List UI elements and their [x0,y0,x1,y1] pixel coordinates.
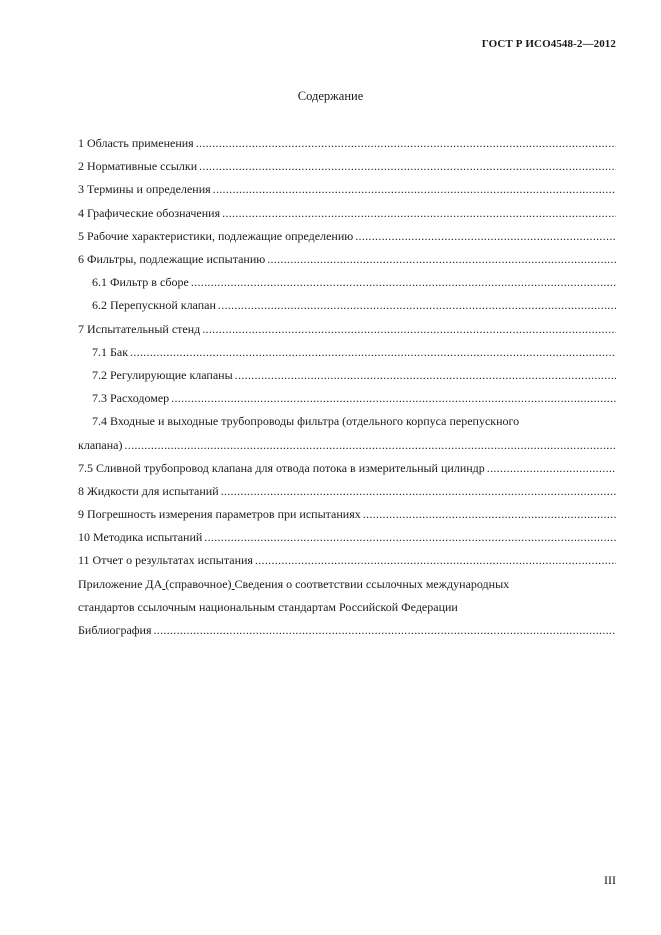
appendix-prefix: Приложение ДА [78,576,163,591]
toc-entry-label: 7 Испытательный стенд [78,321,201,336]
toc-entry-label: 11 Отчет о результатах испытания [78,553,253,568]
toc-entry[interactable] [78,480,616,503]
toc-entry[interactable] [78,503,616,526]
toc-entry-label: 3 Термины и определения [78,182,211,197]
toc-entry[interactable] [78,387,616,410]
dot-leader [171,391,616,406]
dot-leader [363,507,616,522]
table-of-contents [78,132,616,642]
toc-entry-label: 8 Жидкости для испытаний [78,483,219,498]
dot-leader [487,461,616,476]
appendix-note: (справочное) [165,576,232,591]
toc-entry-label: 7.4 Входные и выходные трубопроводы фильтра (отдельного корпуса перепускного [92,414,520,429]
dot-leader [221,484,616,499]
toc-entry-appendix[interactable] [78,573,616,596]
dot-leader [213,182,616,197]
dot-leader [130,345,616,360]
dot-leader [204,530,616,545]
toc-entry-label: 7.2 Регулирующие клапаны [92,367,233,382]
page-number: III [604,873,616,887]
page-title: Содержание [297,89,364,103]
dot-leader [196,136,616,151]
toc-entry-label: 6.2 Перепускной клапан [92,298,216,313]
toc-entry-label: 9 Погрешность измерения параметров при испытаниях [78,507,361,522]
dot-leader [222,206,616,221]
appendix-title-line2: стандартов ссылочным национальным стандартам Российской Федерации [78,599,458,614]
toc-entry-label: 6 Фильтры, подлежащие испытанию [78,252,266,267]
toc-entry[interactable] [78,155,616,178]
dot-leader [218,298,616,313]
toc-entry[interactable] [78,364,616,387]
toc-entry-label: 7.3 Расходомер [92,391,170,406]
toc-entry-label: 6.1 Фильтр в сборе [92,275,189,290]
toc-entry[interactable] [78,341,616,364]
toc-entry-label: 7.5 Сливной трубопровод клапана для отвода потока в измерительный цилиндр [78,460,485,475]
toc-entry[interactable] [78,433,616,456]
toc-entry[interactable] [78,294,616,317]
toc-entry-label: клапана) [78,437,123,452]
toc-entry-label: 7.1 Бак [92,344,129,359]
toc-entry-label: 1 Область применения [78,136,194,151]
toc-entry[interactable] [78,457,616,480]
toc-entry[interactable] [78,526,616,549]
toc-entries [78,132,616,573]
toc-entry-label: Библиография [78,623,152,638]
document-header: ГОСТ Р ИСО4548-2—2012 [481,38,616,50]
toc-entry[interactable] [78,318,616,341]
toc-entry-label: 2 Нормативные ссылки [78,159,198,174]
toc-entry-label: 10 Методика испытаний [78,530,203,545]
toc-entry[interactable] [78,248,616,271]
toc-entry-bibliography[interactable] [78,619,616,642]
dot-leader [199,159,616,174]
appendix-title-line1: Сведения о соответствии ссылочных международных [234,576,510,591]
dot-leader [355,229,616,244]
dot-leader [124,438,616,453]
dot-leader [267,252,616,267]
dot-leader [202,322,616,337]
toc-entry[interactable] [78,132,616,155]
toc-entry-appendix-continued[interactable] [78,596,616,619]
dot-leader [191,275,616,290]
dot-leader [255,553,616,568]
toc-entry-label: 5 Рабочие характеристики, подлежащие определению [78,228,354,243]
toc-entry[interactable] [78,178,616,201]
toc-entry[interactable] [78,549,616,572]
dot-leader [154,623,617,638]
toc-entry[interactable] [78,271,616,294]
dot-leader [235,368,616,383]
toc-entry[interactable] [78,225,616,248]
toc-entry-label: 4 Графические обозначения [78,205,221,220]
toc-entry[interactable] [78,410,616,433]
toc-entry[interactable] [78,202,616,225]
